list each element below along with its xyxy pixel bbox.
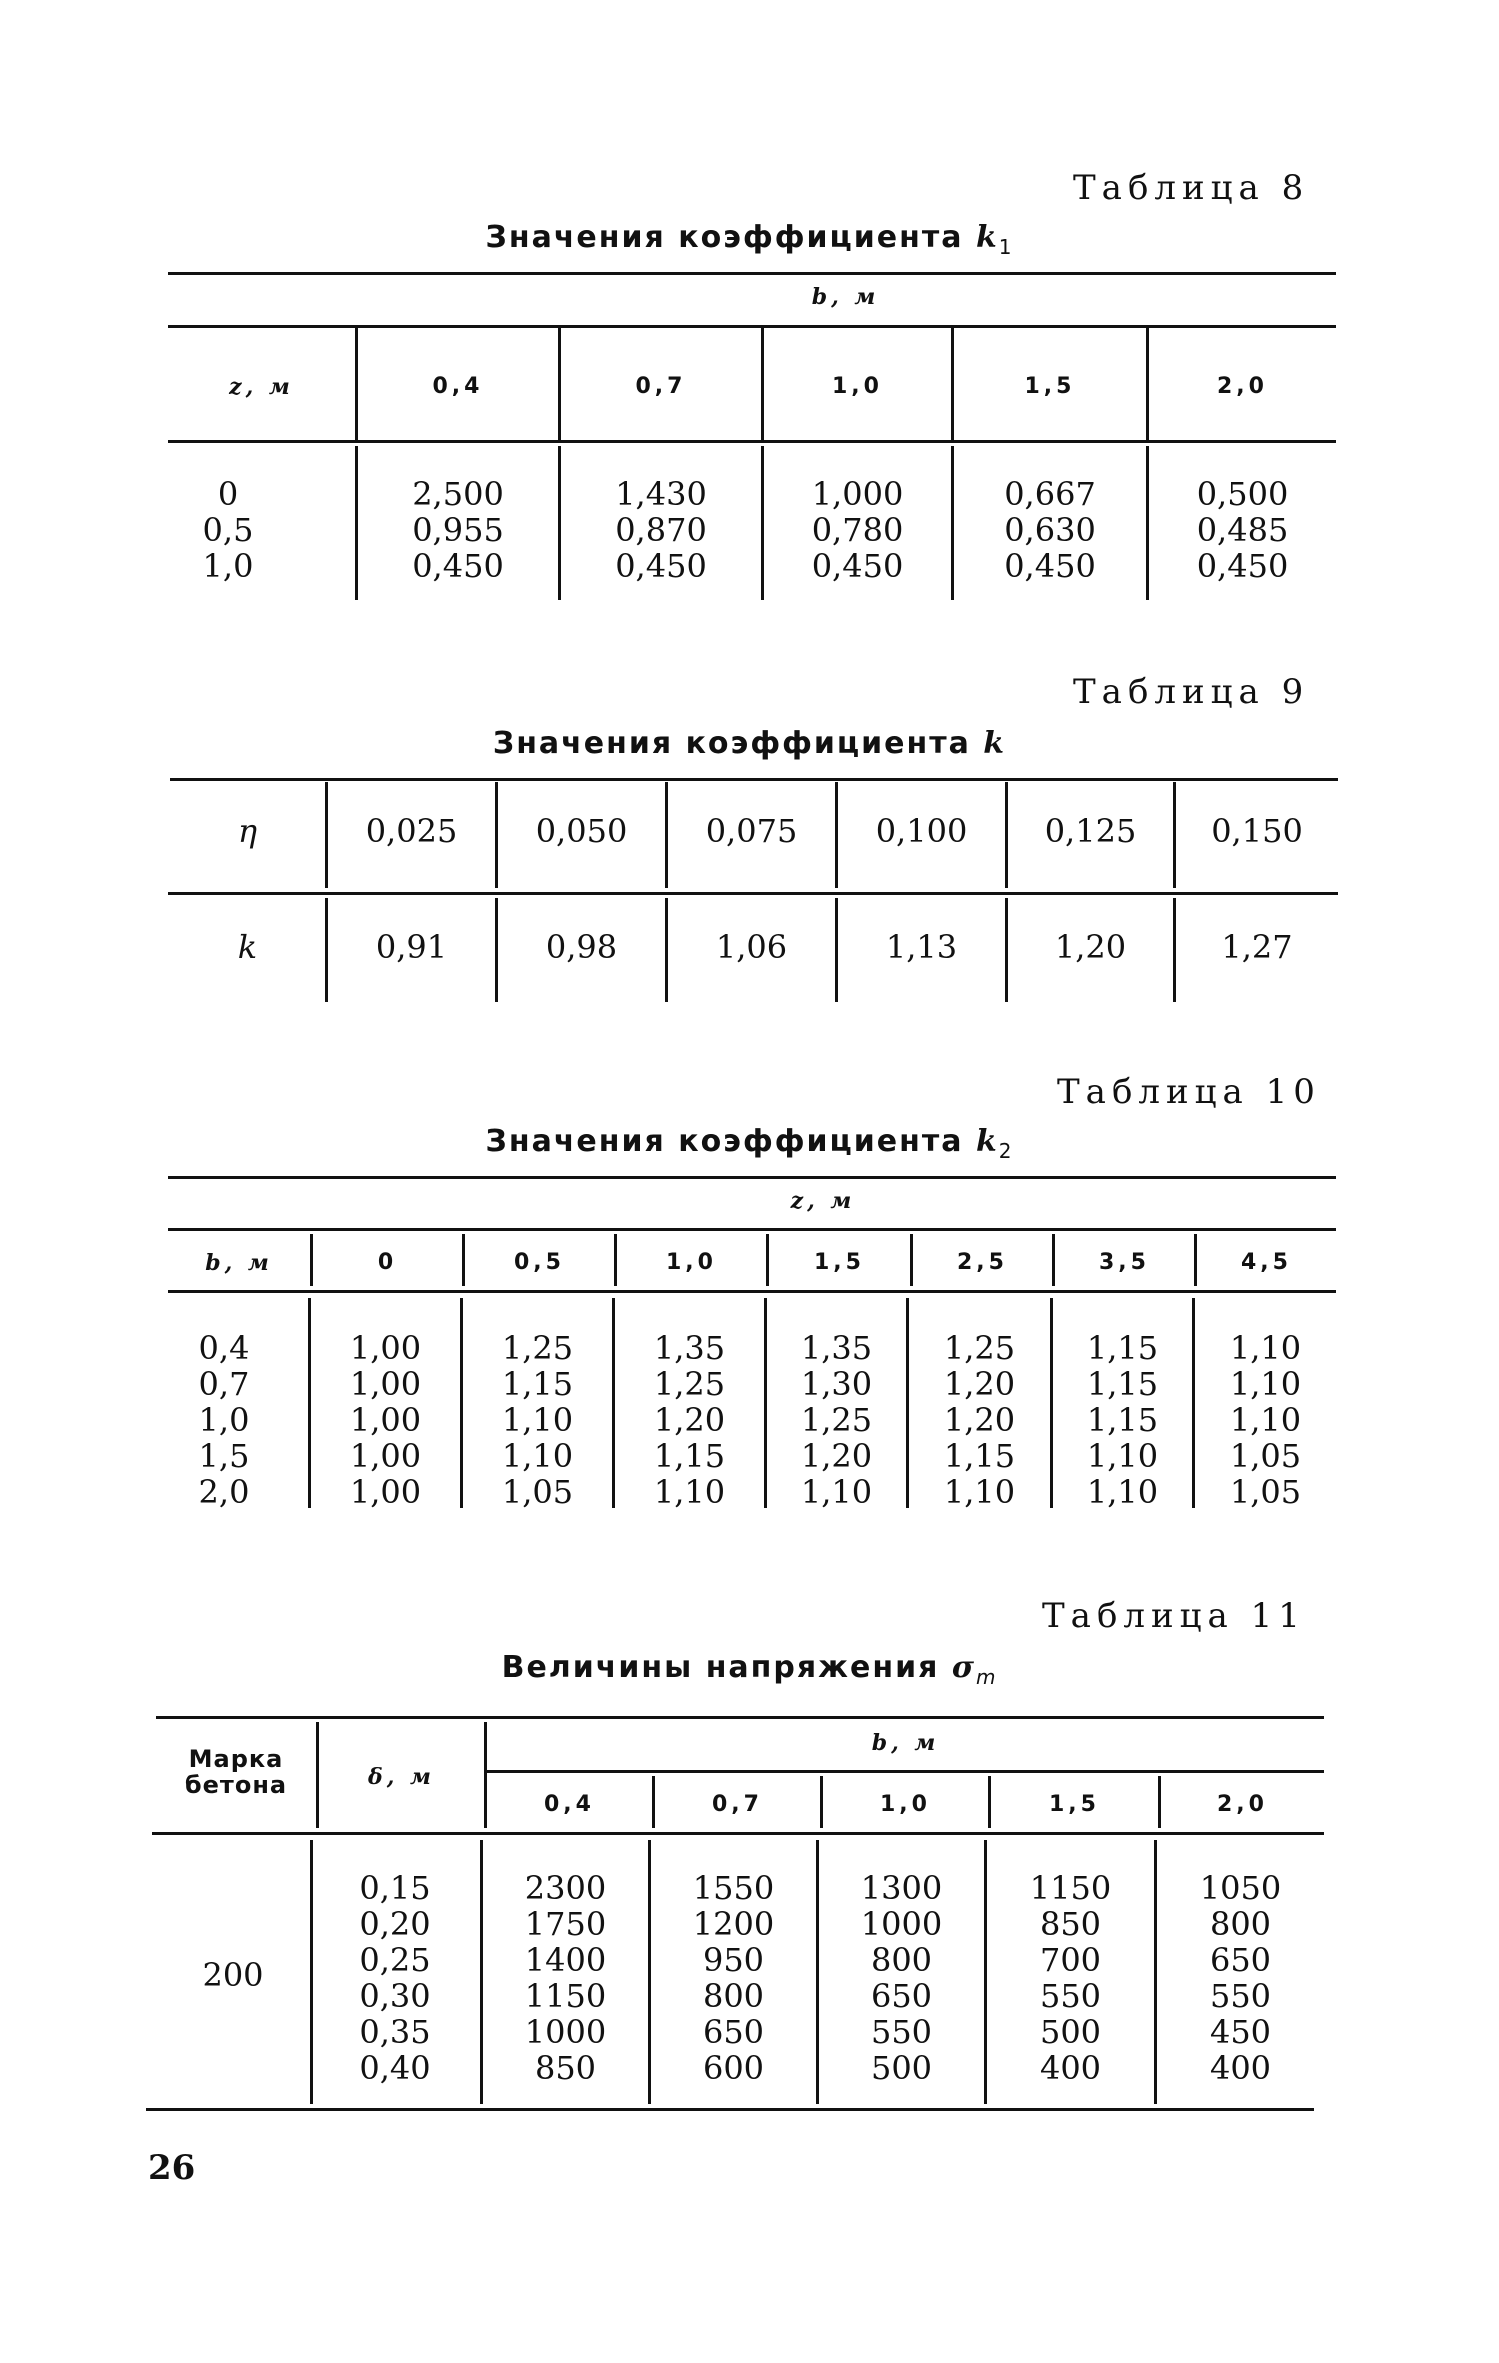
table10-values-col-4: 1,25 1,20 1,20 1,15 1,10 xyxy=(943,1329,1016,1511)
table10-values-col-0: 1,00 1,00 1,00 1,00 1,00 xyxy=(349,1329,422,1511)
table11-label: Таблица 11 xyxy=(1042,1596,1306,1636)
table8-values-col-2: 1,000 0,780 0,450 xyxy=(811,475,904,585)
table11-values-col-3: 1150 850 700 550 500 400 xyxy=(1029,1869,1112,2087)
table10-col-3: 1,5 xyxy=(814,1250,865,1275)
table9-k-3: 1,13 xyxy=(885,928,958,966)
table10-values-col-3: 1,35 1,30 1,25 1,20 1,10 xyxy=(800,1329,873,1511)
table9-eta-4: 0,125 xyxy=(1044,812,1137,850)
table11-header-rule xyxy=(152,1832,1324,1835)
table8-values-col-0: 2,500 0,955 0,450 xyxy=(412,475,504,585)
table9-k-4: 1,20 xyxy=(1054,928,1127,966)
table11-values-col-1: 1550 1200 950 800 650 600 xyxy=(692,1869,775,2087)
table11-b-header: b, м xyxy=(871,1730,940,1756)
table11-vline xyxy=(316,1722,319,1828)
table9-eta-2: 0,075 xyxy=(705,812,798,850)
table8-header-rule xyxy=(168,440,1336,443)
table8-z-header: z, м xyxy=(229,374,294,400)
table10-top-rule xyxy=(168,1176,1336,1179)
table10-values-col-5: 1,15 1,15 1,15 1,10 1,10 xyxy=(1086,1329,1159,1511)
table10-values-col-2: 1,35 1,25 1,20 1,15 1,10 xyxy=(653,1329,726,1511)
table8-caption: Значения коэффициента $k_1$ xyxy=(485,220,1014,259)
table11-sub-rule xyxy=(487,1770,1324,1773)
table10-values-col-1: 1,25 1,15 1,10 1,10 1,05 xyxy=(501,1329,574,1511)
table11-col-1: 0,7 xyxy=(712,1792,763,1817)
table10-caption: Значения коэффициента $k_2$ xyxy=(485,1124,1014,1163)
table11-concrete-grade: 200 xyxy=(202,1956,264,1994)
table11-concrete-header: Марка бетона xyxy=(184,1745,288,1799)
table11-delta-values: 0,15 0,20 0,25 0,30 0,35 0,40 xyxy=(359,1869,431,2087)
table8-vline xyxy=(558,328,561,440)
table10-col-4: 2,5 xyxy=(957,1250,1008,1275)
table9-eta-header: η xyxy=(237,812,258,850)
table8-vline xyxy=(761,328,764,440)
table9-k-header: k xyxy=(237,928,258,966)
table9-k-1: 0,98 xyxy=(545,928,618,966)
table10-col-6: 4,5 xyxy=(1241,1250,1292,1275)
table9-eta-3: 0,100 xyxy=(875,812,968,850)
table11-bottom-rule xyxy=(146,2108,1314,2111)
table8-vline xyxy=(355,328,358,440)
table10-vline xyxy=(462,1234,465,1286)
table8-vline xyxy=(1146,328,1149,440)
table8-col-2: 1,0 xyxy=(832,374,883,399)
table9-eta-5: 0,150 xyxy=(1211,812,1303,850)
table11-top-rule xyxy=(156,1716,1324,1719)
table11-col-0: 0,4 xyxy=(544,1792,595,1817)
table11-vline xyxy=(820,1776,823,1828)
table11-vline xyxy=(988,1776,991,1828)
page-number: 26 xyxy=(148,2148,196,2188)
table10-b-header: b, м xyxy=(205,1250,273,1276)
table10-col-5: 3,5 xyxy=(1099,1250,1150,1275)
table8-b-header: b, м xyxy=(811,284,880,310)
table11-vline xyxy=(652,1776,655,1828)
table10-header-rule xyxy=(168,1290,1336,1293)
table11-values-col-0: 2300 1750 1400 1150 1000 850 xyxy=(524,1869,607,2087)
table11-values-col-4: 1050 800 650 550 450 400 xyxy=(1199,1869,1282,2087)
table10-z-header: z, м xyxy=(790,1188,856,1214)
table8-col-3: 1,5 xyxy=(1024,374,1076,399)
table9-k-2: 1,06 xyxy=(715,928,788,966)
table11-vline xyxy=(484,1722,487,1828)
table8-top-rule xyxy=(168,272,1336,275)
table9-label: Таблица 9 xyxy=(1073,672,1310,712)
table10-vline xyxy=(910,1234,913,1286)
table10-values-col-6: 1,10 1,10 1,10 1,05 1,05 xyxy=(1229,1329,1302,1511)
table8-col-1: 0,7 xyxy=(635,374,687,399)
table9-caption: Значения коэффициента k xyxy=(492,726,1007,761)
table9-eta-1: 0,050 xyxy=(535,812,628,850)
table8-vline xyxy=(951,328,954,440)
table11-vline xyxy=(310,1840,313,2104)
table8-values-col-4: 0,500 0,485 0,450 xyxy=(1196,475,1289,585)
table8-values-col-1: 1,430 0,870 0,450 xyxy=(615,475,707,585)
table8-col-4: 2,0 xyxy=(1217,374,1268,399)
table11-col-2: 1,0 xyxy=(880,1792,931,1817)
table10-col-0: 0 xyxy=(377,1250,398,1275)
table11-col-3: 1,5 xyxy=(1049,1792,1100,1817)
table11-caption: Величины напряжения $\sigma_m$ xyxy=(501,1650,998,1689)
table9-mid-rule xyxy=(168,892,1338,895)
table8-values-col-3: 0,667 0,630 0,450 xyxy=(1004,475,1096,585)
table8-label: Таблица 8 xyxy=(1073,168,1310,208)
table10-vline xyxy=(614,1234,617,1286)
table9-eta-0: 0,025 xyxy=(365,812,458,850)
table10-vline xyxy=(1194,1234,1197,1286)
table10-vline xyxy=(766,1234,769,1286)
table11-col-4: 2,0 xyxy=(1217,1792,1268,1817)
table11-vline xyxy=(1158,1776,1161,1828)
table8-z-values: 0 0,5 1,0 xyxy=(202,475,254,585)
table8-sub-rule xyxy=(168,325,1336,328)
table9-top-rule xyxy=(170,778,1338,781)
table10-vline xyxy=(310,1234,313,1286)
table11-values-col-2: 1300 1000 800 650 550 500 xyxy=(860,1869,943,2087)
table10-vline xyxy=(1052,1234,1055,1286)
table10-col-1: 0,5 xyxy=(514,1250,565,1275)
table10-label: Таблица 10 xyxy=(1057,1072,1321,1112)
table11-delta-header: δ, м xyxy=(368,1764,435,1790)
table8-col-0: 0,4 xyxy=(432,374,484,399)
table10-col-2: 1,0 xyxy=(666,1250,717,1275)
table9-k-0: 0,91 xyxy=(375,928,448,966)
table9-k-5: 1,27 xyxy=(1221,928,1293,966)
table10-b-values: 0,4 0,7 1,0 1,5 2,0 xyxy=(198,1329,250,1511)
table10-sub-rule xyxy=(168,1228,1336,1231)
